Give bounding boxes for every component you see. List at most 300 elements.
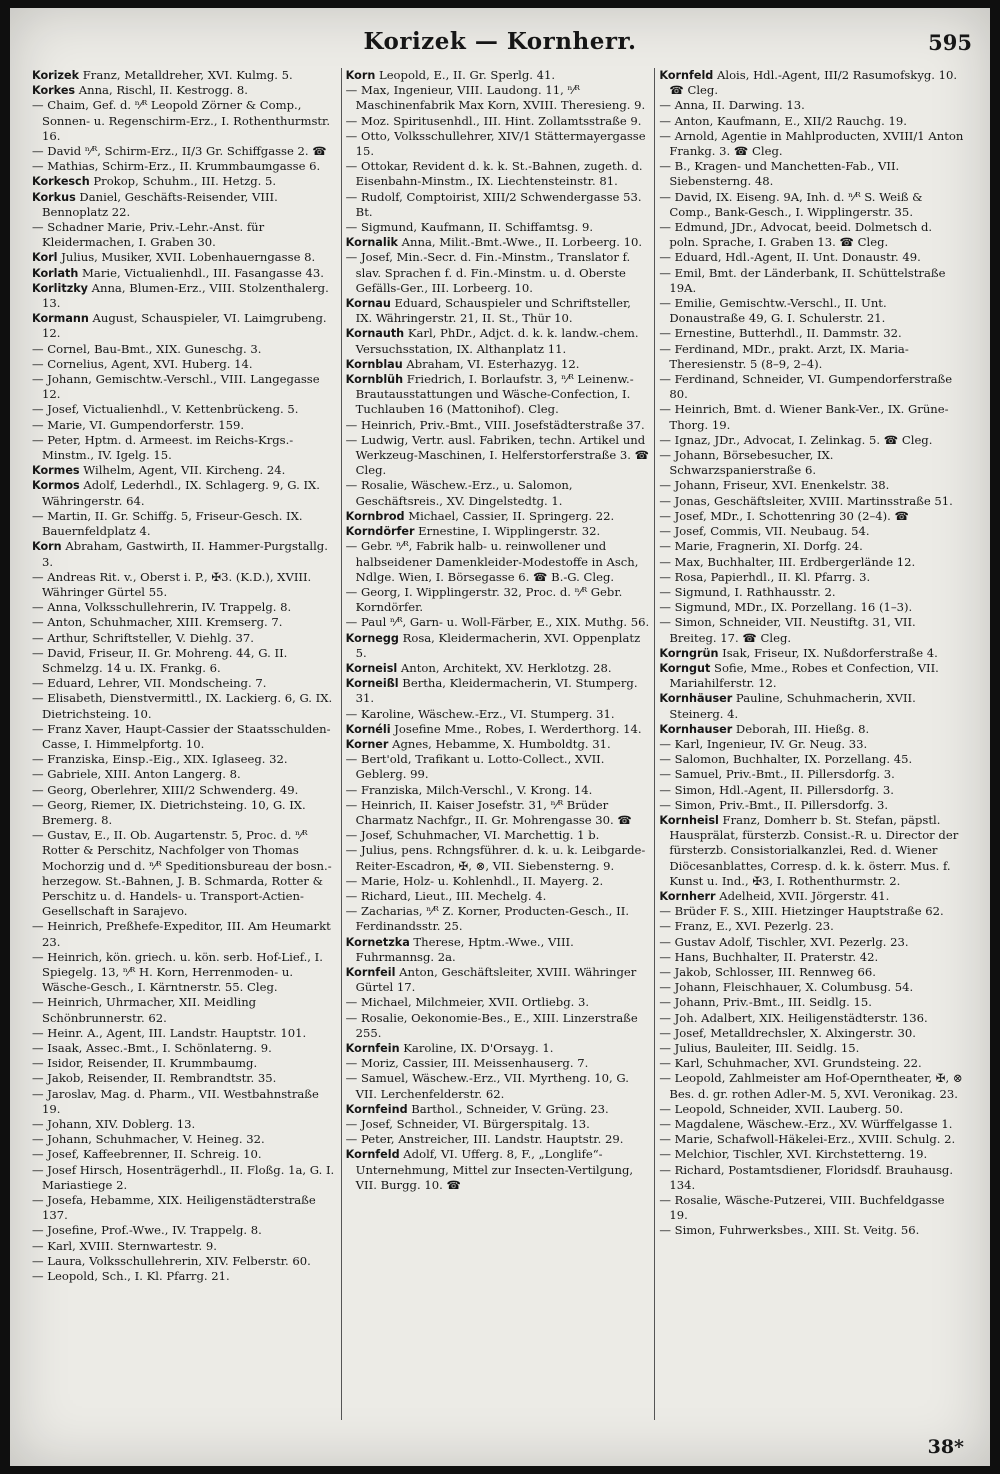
entry-surname: Kormos bbox=[32, 479, 80, 493]
entry-text: — Josefa, Hebamme, XIX. Heiligenstädterstraße 137. bbox=[32, 1193, 316, 1223]
entry-text: — Cornelius, Agent, XVI. Huberg. 14. bbox=[32, 356, 253, 371]
entry-text: — Isaak, Assec.-Bmt., I. Schönlaterng. 9. bbox=[32, 1041, 272, 1055]
entry-text: — Leopold, Sch., I. Kl. Pfarrg. 21. bbox=[32, 1269, 230, 1284]
entry-text: — Simon, Schneider, VII. Neustiftg. 31, VII. Breiteg. 17. ☎ Cleg. bbox=[659, 615, 916, 645]
entry-text: — Josef, Commis, VII. Neubaug. 54. bbox=[659, 524, 870, 539]
directory-entry bbox=[659, 189, 964, 220]
directory-entry bbox=[659, 448, 964, 478]
directory-entry bbox=[32, 949, 337, 996]
entry-text: — Mathias, Schirm-Erz., II. Krummbaumgasse 6. bbox=[32, 159, 321, 174]
entry-text: — Marie, Holz- u. Kohlenhdl., II. Mayerg. 2. bbox=[345, 873, 604, 888]
entry-text: — Josef, Schneider, VI. Bürgerspitalg. 13. bbox=[345, 1117, 590, 1132]
directory-entry bbox=[32, 1253, 337, 1269]
entry-text: — Anton, Kaufmann, E., XII/2 Rauchg. 19. bbox=[659, 113, 907, 128]
entry-text: — Leopold, Schneider, XVII. Lauberg. 50. bbox=[659, 1101, 904, 1116]
directory-entry bbox=[32, 220, 337, 250]
entry-text: Agnes, Hebamme, X. Humboldtg. 31. bbox=[388, 736, 611, 751]
entry-text: — Melchior, Tischler, XVI. Kirchstetterng. 19. bbox=[659, 1147, 928, 1162]
directory-entry bbox=[345, 524, 651, 539]
entry-text: — David, Friseur, II. Gr. Mohreng. 44, G. II. Schmelzg. 14 u. IX. Frankg. 6. bbox=[32, 645, 288, 675]
directory-entry bbox=[345, 964, 651, 995]
directory-entry bbox=[345, 1101, 651, 1117]
directory-entry bbox=[659, 645, 964, 661]
directory-entry bbox=[659, 995, 964, 1010]
entry-text: — Ernestine, Butterhdl., II. Dammstr. 32. bbox=[659, 326, 902, 341]
directory-entry bbox=[32, 1117, 337, 1132]
directory-entry bbox=[32, 478, 337, 508]
directory-entry bbox=[32, 250, 337, 265]
entry-surname: Korkes bbox=[32, 84, 76, 98]
entry-text: August, Schauspieler, VI. Laimgrubeng. 12. bbox=[42, 311, 327, 341]
entry-surname: Korkus bbox=[32, 190, 76, 204]
entry-text: — Josef, Schuhmacher, VI. Marchettig. 1 b. bbox=[345, 828, 600, 843]
directory-entry bbox=[345, 159, 651, 189]
entry-text: Abraham, VI. Esterhazyg. 12. bbox=[402, 356, 580, 371]
directory-entry bbox=[659, 1132, 964, 1147]
directory-entry bbox=[32, 569, 337, 600]
entry-text: — Schadner Marie, Priv.-Lehr.-Anst. für Kleidermachen, I. Graben 30. bbox=[32, 220, 265, 250]
page-number: 595 bbox=[928, 30, 972, 55]
directory-entry bbox=[659, 812, 964, 889]
entry-text: Sofie, Mme., Robes et Confection, VII. Mariahilferstr. 12. bbox=[669, 660, 939, 691]
entry-text: — Moz. Spiritusenhdl., III. Hint. Zollamtsstraße 9. bbox=[345, 113, 642, 128]
directory-entry bbox=[345, 706, 651, 722]
entry-text: — Salomon, Buchhalter, IX. Porzellang. 45. bbox=[659, 752, 913, 767]
entry-text: — Laura, Volksschullehrerin, XIV. Felberstr. 60. bbox=[32, 1253, 311, 1268]
directory-entry bbox=[32, 1269, 337, 1284]
directory-entry bbox=[659, 767, 964, 782]
entry-text: — Brüder F. S., XIII. Hietzinger Hauptstraße 62. bbox=[659, 904, 944, 919]
directory-entry bbox=[345, 113, 651, 129]
entry-text: — Josef, Metalldrechsler, X. Alxingerstr. 30. bbox=[659, 1025, 916, 1040]
directory-entry bbox=[659, 1010, 964, 1026]
directory-entry bbox=[345, 539, 651, 585]
entry-text: — Karl, Ingenieur, IV. Gr. Neug. 33. bbox=[659, 736, 868, 751]
directory-entry bbox=[345, 630, 651, 661]
entry-text: — Max, Buchhalter, III. Erdbergerlände 12. bbox=[659, 554, 916, 569]
directory-entry bbox=[659, 508, 964, 524]
entry-surname: Korlath bbox=[32, 266, 79, 280]
directory-entry bbox=[32, 539, 337, 569]
directory-entry bbox=[659, 904, 964, 919]
directory-entry bbox=[32, 417, 337, 433]
directory-entry bbox=[32, 1162, 337, 1193]
entry-text: — Marie, Schafwoll-Häkelei-Erz., XVIII. Schulg. 2. bbox=[659, 1132, 956, 1147]
directory-entry bbox=[345, 660, 651, 676]
entry-text: — Georg, Riemer, IX. Dietrichsteing. 10, G. IX. Bremerg. 8. bbox=[32, 797, 306, 827]
entry-surname: Kornau bbox=[345, 297, 391, 311]
entry-surname: Kornfeil bbox=[345, 965, 396, 979]
directory-entry bbox=[32, 828, 337, 919]
directory-entry bbox=[659, 250, 964, 265]
entry-text: Josefine Mme., Robes, I. Werderthorg. 14. bbox=[390, 721, 642, 736]
entry-surname: Kornfein bbox=[345, 1042, 400, 1055]
directory-entry bbox=[345, 828, 651, 843]
entry-text: — Sigmund, Kaufmann, II. Schiffamtsg. 9. bbox=[345, 220, 594, 235]
directory-entry bbox=[345, 83, 651, 113]
directory-entry bbox=[345, 1010, 651, 1041]
directory-entry bbox=[659, 1101, 964, 1117]
directory-entry bbox=[32, 1086, 337, 1117]
directory-entry bbox=[345, 220, 651, 235]
entry-text: Anna, Blumen-Erz., VIII. Stolzenthalerg. 13. bbox=[42, 280, 329, 311]
entry-surname: Kornfeind bbox=[345, 1102, 408, 1116]
directory-entry bbox=[345, 417, 651, 433]
entry-text: — B., Kragen- und Manchetten-Fab., VII. Siebensterng. 48. bbox=[659, 159, 900, 189]
directory-entry bbox=[659, 341, 964, 372]
directory-entry bbox=[659, 949, 964, 965]
entry-text: — Heinrich, kön. griech. u. kön. serb. Hof-Lief., I. Spiegelg. 13, ⁿ⁄ᴿ H. Korn, Herrenmoden- u. Wäsche-Gesch., I. Kärntnerstr. 55. Cleg. bbox=[32, 949, 323, 995]
directory-entry bbox=[659, 964, 964, 980]
directory-entry bbox=[32, 721, 337, 752]
entry-text: — Edmund, JDr., Advocat, beeid. Dolmetsch d. poln. Sprache, I. Graben 13. ☎ Cleg. bbox=[659, 220, 933, 250]
directory-entry bbox=[345, 797, 651, 828]
entry-text: — Rosalie, Wäschew.-Erz., u. Salomon, Geschäftsreis., XV. Dingelstedtg. 1. bbox=[345, 478, 573, 508]
entry-text: Barthol., Schneider, V. Grüng. 23. bbox=[407, 1101, 609, 1116]
directory-entry bbox=[345, 782, 651, 798]
directory-entry bbox=[32, 1238, 337, 1254]
entry-text: — Rosalie, Oekonomie-Bes., E., XIII. Linzerstraße 255. bbox=[345, 1010, 638, 1040]
entry-text: Adolf, Lederhdl., IX. Schlagerg. 9, G. IX. Währingerstr. 64. bbox=[42, 478, 320, 508]
entry-surname: Korn bbox=[32, 540, 62, 554]
directory-entry bbox=[32, 1056, 337, 1071]
entry-text: — Georg, Oberlehrer, XIII/2 Schwenderg. 49. bbox=[32, 782, 299, 797]
directory-entry bbox=[32, 174, 337, 189]
entry-text: — Jonas, Geschäftsleiter, XVIII. Martinsstraße 51. bbox=[659, 493, 953, 508]
directory-entry bbox=[32, 356, 337, 372]
directory-entry bbox=[32, 189, 337, 220]
directory-entry bbox=[345, 584, 651, 615]
directory-entry bbox=[659, 752, 964, 767]
directory-entry bbox=[659, 128, 964, 159]
entry-text: — Karoline, Wäschew.-Erz., VI. Stumperg. 31. bbox=[345, 706, 615, 721]
entry-text: — Franz, E., XVI. Pezerlg. 23. bbox=[659, 919, 834, 934]
directory-entry bbox=[345, 235, 651, 250]
directory-entry bbox=[32, 372, 337, 402]
directory-entry bbox=[32, 280, 337, 311]
directory-entry bbox=[345, 1117, 651, 1132]
entry-surname: Kornhauser bbox=[659, 722, 733, 736]
directory-entry bbox=[345, 1147, 651, 1193]
entry-text: Prokop, Schuhm., III. Hetzg. 5. bbox=[89, 174, 277, 189]
entry-text: — Chaim, Gef. d. ⁿ⁄ᴿ Leopold Zörner & Comp., Sonnen- u. Regenschirm-Erz., I. Rothenthurmstr. 16. bbox=[32, 98, 331, 143]
entry-text: — Paul ⁿ⁄ᴿ, Garn- u. Woll-Färber, E., XIX. Muthg. 56. bbox=[345, 615, 650, 630]
directory-entry bbox=[345, 934, 651, 965]
entry-surname: Kormann bbox=[32, 312, 89, 326]
directory-entry bbox=[345, 326, 651, 356]
sheet-signature: 38* bbox=[927, 1436, 964, 1458]
entry-surname: Korl bbox=[32, 251, 58, 265]
entry-text: — Sigmund, I. Rathhausstr. 2. bbox=[659, 584, 836, 599]
entry-text: — Heinrich, II. Kaiser Josefstr. 31, ⁿ⁄ᴿ Brüder Charmatz Nachfgr., II. Gr. Mohrengasse 30. ☎ bbox=[345, 797, 632, 827]
entry-text: — Leopold, Zahlmeister am Hof-Operntheater, ✠, ⊗ Bes. d. gr. rothen Adler-M. 5, XVI. Veronikag. 23. bbox=[659, 1071, 963, 1101]
entry-text: — Karl, Schuhmacher, XVI. Grundsteing. 22. bbox=[659, 1056, 922, 1071]
entry-surname: Korizek bbox=[32, 69, 80, 82]
directory-entry bbox=[32, 311, 337, 341]
entry-text: Friedrich, I. Borlaufstr. 3, ⁿ⁄ᴿ Leinenw.- Brautausstattungen und Wäsche-Confection, I. Tuchlauben 16 (Mattonihof). Cleg. bbox=[355, 372, 634, 417]
entry-text: — Heinrich, Bmt. d. Wiener Bank-Ver., IX. Grüne-Thorg. 19. bbox=[659, 402, 949, 432]
directory-entry bbox=[345, 508, 651, 524]
entry-text: Karoline, IX. D'Orsayg. 1. bbox=[399, 1041, 554, 1055]
entry-text: — Georg, I. Wipplingerstr. 32, Proc. d. ⁿ⁄ᴿ Gebr. Korndörfer. bbox=[345, 584, 623, 615]
directory-entry bbox=[32, 432, 337, 463]
directory-entry bbox=[32, 615, 337, 630]
directory-entry bbox=[345, 250, 651, 296]
entry-surname: Korn bbox=[345, 69, 376, 82]
entry-text: — Isidor, Reisender, II. Krummbaumg. bbox=[32, 1056, 258, 1071]
entry-text: — Otto, Volksschullehrer, XIV/1 Stättermayergasse 15. bbox=[345, 128, 646, 159]
entry-text: — Ottokar, Revident d. k. k. St.-Bahnen, zugeth. d. Eisenbahn-Minstm., IX. Liechtensteinstr. 81. bbox=[345, 159, 643, 189]
entry-text: Ernestine, I. Wipplingerstr. 32. bbox=[414, 524, 601, 539]
entry-text: — Heinrich, Preßhefe-Expeditor, III. Am Heumarkt 23. bbox=[32, 919, 331, 949]
directory-entry bbox=[345, 356, 651, 372]
directory-entry bbox=[659, 113, 964, 129]
entry-text: — Franz Xaver, Haupt-Cassier der Staatsschulden-Casse, I. Himmelpfortg. 10. bbox=[32, 721, 331, 751]
directory-entry bbox=[32, 463, 337, 478]
directory-entry bbox=[659, 1025, 964, 1041]
entry-text: Anna, Milit.-Bmt.-Wwe., II. Lorbeerg. 10. bbox=[397, 235, 643, 250]
entry-text: — David, IX. Eiseng. 9A, Inh. d. ⁿ⁄ᴿ S. Weiß & Comp., Bank-Gesch., I. Wipplingerstr. 35. bbox=[659, 189, 923, 219]
directory-entry bbox=[345, 752, 651, 782]
directory-entry bbox=[659, 554, 964, 570]
directory-entry bbox=[32, 1041, 337, 1056]
entry-surname: Kornhäuser bbox=[659, 692, 733, 706]
directory-entry bbox=[32, 265, 337, 281]
entry-text: — Franziska, Milch-Verschl., V. Krong. 14. bbox=[345, 782, 593, 797]
directory-entry bbox=[659, 478, 964, 493]
entry-surname: Kornfeld bbox=[659, 69, 714, 82]
directory-entry bbox=[32, 691, 337, 721]
entry-text: — Cornel, Bau-Bmt., XIX. Guneschg. 3. bbox=[32, 341, 262, 356]
entry-surname: Kornéli bbox=[345, 722, 391, 736]
entry-text: — Jaroslav, Mag. d. Pharm., VII. Westbahnstraße 19. bbox=[32, 1086, 319, 1116]
entry-text: — Emil, Bmt. der Länderbank, II. Schüttelstraße 19A. bbox=[659, 265, 946, 295]
directory-entry bbox=[659, 220, 964, 250]
directory-entry bbox=[345, 432, 651, 479]
entry-text: — Hans, Buchhalter, II. Praterstr. 42. bbox=[659, 949, 879, 964]
directory-entry bbox=[32, 919, 337, 949]
entry-surname: Korner bbox=[345, 737, 389, 751]
entry-text: — Rosa, Papierhdl., II. Kl. Pfarrg. 3. bbox=[659, 569, 871, 584]
entry-text: — Ludwig, Vertr. ausl. Fabriken, techn. Artikel und Werkzeug-Maschinen, I. Helferstorferstraße 3. ☎ Cleg. bbox=[345, 432, 650, 478]
directory-entry bbox=[32, 767, 337, 782]
directory-entry bbox=[659, 372, 964, 402]
entry-text: — Josefine, Prof.-Wwe., IV. Trappelg. 8. bbox=[32, 1223, 262, 1238]
entry-surname: Korlitzky bbox=[32, 281, 88, 295]
entry-text: Bertha, Kleidermacherin, VI. Stumperg. 31. bbox=[355, 676, 638, 706]
directory-entry bbox=[345, 721, 651, 737]
entry-text: — Anna, II. Darwing. 13. bbox=[659, 98, 805, 113]
directory-entry bbox=[345, 189, 651, 220]
entry-text: Deborah, III. Hießg. 8. bbox=[732, 721, 870, 736]
entry-text: Abraham, Gastwirth, II. Hammer-Purgstallg. 3. bbox=[42, 539, 328, 569]
entry-text: — Jakob, Reisender, II. Rembrandtstr. 35. bbox=[32, 1071, 277, 1086]
entry-text: — Peter, Hptm. d. Armeest. im Reichs-Krgs.-Minstm., IV. Igelg. 15. bbox=[32, 432, 294, 463]
directory-entry bbox=[659, 569, 964, 585]
entry-text: Anna, Rischl, II. Kestrogg. 8. bbox=[75, 83, 248, 98]
entry-text: Pauline, Schuhmacherin, XVII. Steinerg. 4. bbox=[669, 691, 916, 721]
directory-entry bbox=[659, 1056, 964, 1071]
entry-surname: Korneisl bbox=[345, 661, 398, 675]
directory-entry bbox=[32, 995, 337, 1025]
entry-surname: Kornherr bbox=[659, 889, 716, 903]
entry-text: — Gabriele, XIII. Anton Langerg. 8. bbox=[32, 767, 241, 782]
column-middle bbox=[346, 68, 656, 1420]
directory-entry bbox=[659, 615, 964, 645]
entry-text: — Johann, Friseur, XVI. Enenkelstr. 38. bbox=[659, 478, 890, 493]
directory-entry bbox=[659, 782, 964, 798]
entry-text: Therese, Hptm.-Wwe., VIII. Fuhrmannsg. 2a. bbox=[355, 934, 574, 964]
directory-entry bbox=[345, 1041, 651, 1056]
entry-text: Franz, Metalldreher, XVI. Kulmg. 5. bbox=[79, 68, 293, 82]
entry-text: — Johann, XIV. Doblerg. 13. bbox=[32, 1117, 196, 1132]
directory-entry bbox=[659, 797, 964, 813]
entry-text: Daniel, Geschäfts-Reisender, VIII. Bennoplatz 22. bbox=[42, 189, 278, 219]
directory-entry bbox=[659, 265, 964, 296]
directory-entry bbox=[345, 296, 651, 326]
entry-surname: Korngrün bbox=[659, 646, 719, 660]
entry-text: — Gustav, E., II. Ob. Augartenstr. 5, Proc. d. ⁿ⁄ᴿ Rotter & Perschitz, Nachfolger von Thomas Mochorzig und d. ⁿ⁄ᴿ Speditionsbureau der bosn.-herzegow. St.-Bahnen, J. B. Schmarda, Rotter & Perschitz u. d. Handels- u. Transport-Actien-Gesellschaft in Sarajevo. bbox=[32, 828, 332, 919]
directory-entry bbox=[345, 372, 651, 418]
entry-text: — Moriz, Cassier, III. Meissenhauserg. 7. bbox=[345, 1056, 589, 1071]
directory-entry bbox=[345, 736, 651, 752]
entry-text: — Simon, Fuhrwerksbes., XIII. St. Veitg. 56. bbox=[659, 1223, 920, 1238]
directory-entry bbox=[659, 432, 964, 448]
entry-text: — Elisabeth, Dienstvermittl., IX. Lackierg. 6, G. IX. Dietrichsteing. 10. bbox=[32, 691, 333, 721]
directory-entry bbox=[345, 904, 651, 934]
directory-entry bbox=[32, 1025, 337, 1041]
entry-text: — Johann, Schuhmacher, V. Heineg. 32. bbox=[32, 1132, 265, 1147]
directory-entry bbox=[659, 721, 964, 737]
entry-text: — Julius, pens. Rchngsführer. d. k. u. k. Leibgarde-Reiter-Escadron, ✠, ⊗, VII. Siebensterng. 9. bbox=[345, 843, 646, 873]
entry-text: Alois, Hdl.-Agent, III/2 Rasumofskyg. 10. ☎ Cleg. bbox=[669, 68, 958, 98]
entry-text: — Josef, Victualienhdl., V. Kettenbrückeng. 5. bbox=[32, 402, 299, 417]
column-left bbox=[32, 68, 342, 1420]
directory-entry bbox=[345, 873, 651, 889]
entry-text: Isak, Friseur, IX. Nußdorferstraße 4. bbox=[718, 645, 938, 660]
column-right bbox=[659, 68, 968, 1420]
directory-entry bbox=[32, 1071, 337, 1086]
entry-text: — Josef Hirsch, Hosenträgerhdl., II. Floßg. 1a, G. I. Mariastiege 2. bbox=[32, 1162, 335, 1192]
entry-text: — Ignaz, JDr., Advocat, I. Zelinkag. 5. ☎ Cleg. bbox=[659, 432, 933, 447]
directory-entry bbox=[659, 296, 964, 326]
directory-entry bbox=[345, 128, 651, 159]
directory-entry bbox=[32, 600, 337, 615]
directory-entry bbox=[659, 1162, 964, 1193]
entry-text: — Peter, Anstreicher, III. Landstr. Hauptstr. 29. bbox=[345, 1132, 624, 1147]
directory-entry bbox=[659, 1117, 964, 1132]
directory-entry bbox=[345, 843, 651, 873]
entry-text: — Richard, Lieut., III. Mechelg. 4. bbox=[345, 888, 547, 903]
directory-entry bbox=[32, 630, 337, 646]
entry-surname: Kornblüh bbox=[345, 373, 404, 387]
entry-text: — Johann, Gemischtw.-Verschl., VIII. Langegasse 12. bbox=[32, 372, 320, 402]
entry-text: Anton, Geschäftsleiter, XVIII. Währinger Gürtel 17. bbox=[355, 964, 637, 995]
entry-text: Michael, Cassier, II. Springerg. 22. bbox=[404, 508, 615, 523]
directory-entry bbox=[32, 1147, 337, 1162]
directory-entry bbox=[32, 797, 337, 828]
entry-text: Adelheid, XVII. Jörgerstr. 41. bbox=[715, 888, 890, 903]
entry-surname: Korkesch bbox=[32, 175, 90, 189]
entry-text: — David ⁿ⁄ᴿ, Schirm-Erz., II/3 Gr. Schiffgasse 2. ☎ bbox=[32, 144, 327, 159]
directory-entry bbox=[659, 159, 964, 189]
entry-text: Eduard, Schauspieler und Schriftsteller, IX. Währingerstr. 21, II. St., Thür 10. bbox=[355, 296, 631, 326]
directory-entry bbox=[659, 980, 964, 995]
entry-text: — Andreas Rit. v., Oberst i. P., ✠3. (K.D.), XVIII. Währinger Gürtel 55. bbox=[32, 569, 312, 599]
directory-entry bbox=[32, 1132, 337, 1147]
entry-text: — Joh. Adalbert, XIX. Heiligenstädterstr. 136. bbox=[659, 1010, 928, 1025]
entry-text: — Zacharias, ⁿ⁄ᴿ Z. Korner, Producten-Gesch., II. Ferdinandsstr. 25. bbox=[345, 904, 630, 934]
directory-entry bbox=[659, 1223, 964, 1238]
directory-entry bbox=[32, 645, 337, 676]
entry-text: — Michael, Milchmeier, XVII. Ortliebg. 3. bbox=[345, 995, 590, 1010]
entry-surname: Kornfeld bbox=[345, 1148, 400, 1162]
entry-surname: Kormes bbox=[32, 464, 80, 478]
directory-entry bbox=[659, 1193, 964, 1223]
entry-text: — Arnold, Agentie in Mahlproducten, XVIII/1 Anton Frankg. 3. ☎ Cleg. bbox=[659, 128, 964, 159]
directory-entry bbox=[32, 752, 337, 767]
directory-entry bbox=[32, 98, 337, 144]
directory-entry bbox=[659, 736, 964, 752]
directory-entry bbox=[659, 402, 964, 432]
entry-text: Karl, PhDr., Adjct. d. k. k. landw.-chem. Versuchsstation, IX. Althanplatz 11. bbox=[355, 326, 639, 356]
directory-entry bbox=[659, 493, 964, 509]
entry-text: — Josef, Min.-Secr. d. Fin.-Minstm., Translator f. slav. Sprachen f. d. Fin.-Minstm. u. d. Oberste Gefälls-Ger., III. Lorbeerg. 10. bbox=[345, 250, 631, 295]
entry-text: — Samuel, Priv.-Bmt., II. Pillersdorfg. 3. bbox=[659, 767, 895, 782]
entry-text: — Eduard, Lehrer, VII. Mondscheing. 7. bbox=[32, 676, 267, 691]
entry-surname: Kornauth bbox=[345, 327, 405, 341]
entry-surname: Kornbrod bbox=[345, 509, 405, 523]
entry-text: — Julius, Bauleiter, III. Seidlg. 15. bbox=[659, 1041, 860, 1055]
directory-page bbox=[10, 8, 990, 1466]
directory-entry bbox=[659, 660, 964, 691]
entry-text: Anton, Architekt, XV. Herklotzg. 28. bbox=[397, 660, 612, 675]
directory-entry bbox=[32, 144, 337, 159]
entry-text: — Martin, II. Gr. Schiffg. 5, Friseur-Gesch. IX. Bauernfeldplatz 4. bbox=[32, 508, 303, 539]
directory-entry bbox=[345, 1071, 651, 1101]
entry-surname: Korndörfer bbox=[345, 525, 415, 539]
directory-entry bbox=[32, 508, 337, 539]
directory-entry bbox=[32, 782, 337, 798]
directory-entry bbox=[659, 1041, 964, 1056]
directory-entry bbox=[659, 934, 964, 950]
entry-text: — Josef, Kaffeebrenner, II. Schreig. 10. bbox=[32, 1147, 262, 1162]
entry-text: — Gustav Adolf, Tischler, XVI. Pezerlg. 23. bbox=[659, 934, 909, 949]
directory-entry bbox=[345, 1132, 651, 1147]
entry-text: Marie, Victualienhdl., III. Fasangasse 43. bbox=[78, 265, 324, 280]
running-title: Korizek — Kornherr. bbox=[363, 28, 637, 55]
directory-entry bbox=[345, 1056, 651, 1071]
entry-text: — Marie, VI. Gumpendorferstr. 159. bbox=[32, 417, 245, 432]
entry-text: — Rosalie, Wäsche-Putzerei, VIII. Buchfeldgasse 19. bbox=[659, 1193, 945, 1223]
entry-text: — Johann, Börsebesucher, IX. Schwarzspanierstraße 6. bbox=[659, 448, 834, 478]
directory-entry bbox=[345, 676, 651, 706]
entry-text: — Franziska, Einsp.-Eig., XIX. Iglaseeg. 32. bbox=[32, 752, 288, 767]
entry-surname: Kornheisl bbox=[659, 813, 719, 827]
directory-entry bbox=[32, 159, 337, 174]
entry-text: — Johann, Priv.-Bmt., III. Seidlg. 15. bbox=[659, 995, 872, 1010]
directory-entry bbox=[32, 402, 337, 417]
entry-text: — Jakob, Schlosser, III. Rennweg 66. bbox=[659, 964, 876, 979]
directory-entry bbox=[659, 919, 964, 934]
entry-text: — Bert'old, Trafikant u. Lotto-Collect., XVII. Geblerg. 99. bbox=[345, 752, 605, 782]
directory-entry bbox=[32, 1223, 337, 1238]
directory-entry bbox=[659, 539, 964, 554]
entry-surname: Kornegg bbox=[345, 631, 399, 645]
entry-text: — Eduard, Hdl.-Agent, II. Unt. Donaustr. 49. bbox=[659, 250, 921, 265]
entry-text: Franz, Domherr b. St. Stefan, päpstl. Hausprälat, fürsterzb. Consist.-R. u. Director der fürsterzb. Consistorialkanzlei, Red. d. Wiener Diöcesanblattes, Corresp. d. k. k. österr. Mus. f. Kunst u. Ind., ✠3, I. Rothenthurmstr. 2. bbox=[669, 812, 959, 888]
entry-text: — Richard, Postamtsdiener, Floridsdf. Brauhausg. 134. bbox=[659, 1162, 954, 1192]
